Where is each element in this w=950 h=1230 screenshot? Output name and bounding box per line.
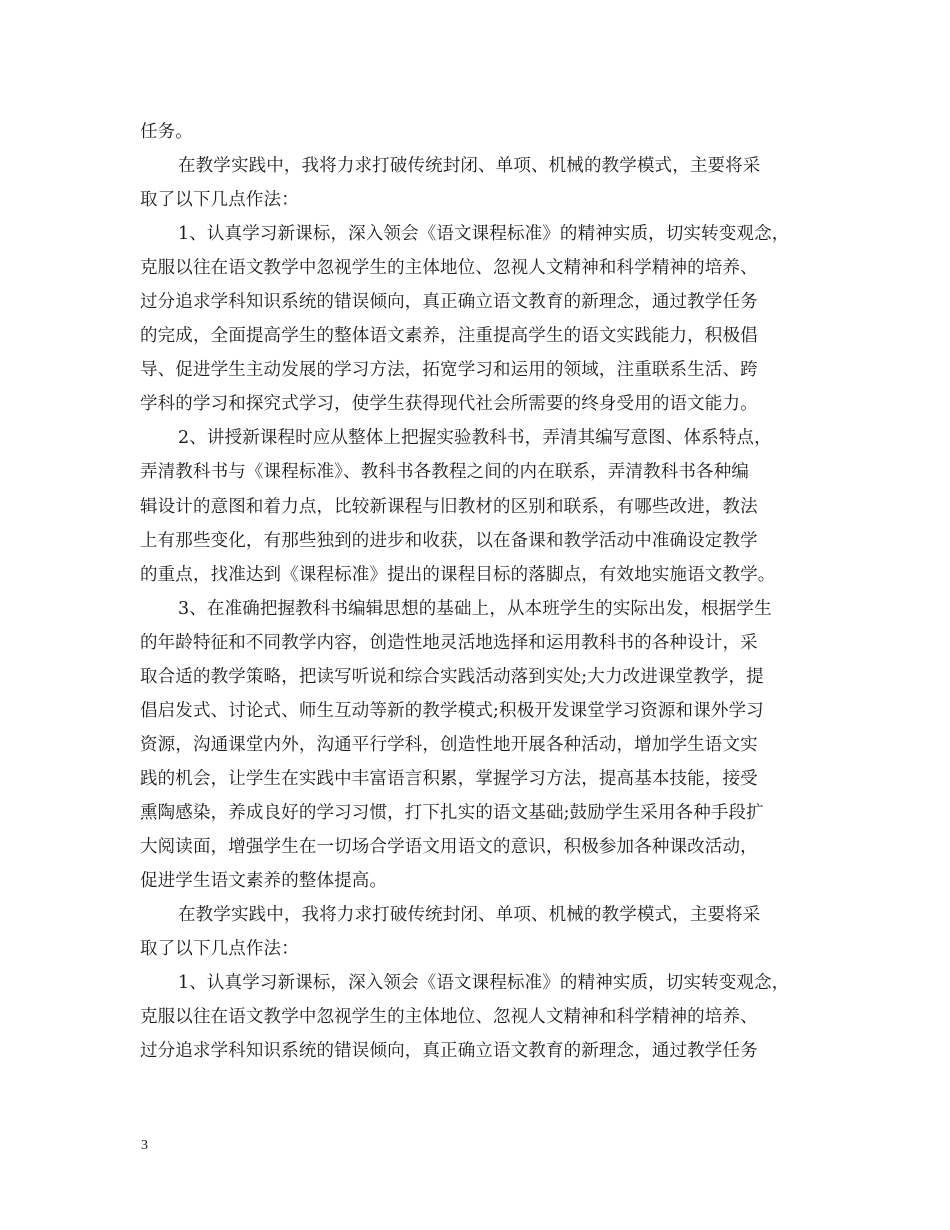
text-line: 在教学实践中，我将力求打破传统封闭、单项、机械的教学模式，主要将采 [178,156,761,177]
text-line: 的完成，全面提高学生的整体语文素养，注重提高学生的语文实践能力，积极倡 [140,326,758,347]
text-line: 促进学生语文素养的整体提高。 [140,871,388,892]
text-line: 导、促进学生主动发展的学习方法，拓宽学习和运用的领域，注重联系生活、跨 [140,360,758,381]
text-line: 克服以往在语文教学中忽视学生的主体地位、忽视人文精神和科学精神的培养、 [140,1007,758,1028]
text-line: 过分追求学科知识系统的错误倾向，真正确立语文教育的新理念，通过教学任务 [140,292,758,313]
text-line: 任务。 [140,122,193,142]
body-text [140,115,820,1068]
text-line: 大阅读面，增强学生在一切场合学语文用语文的意识，积极参加各种课改活动， [140,836,758,857]
page-number: 3 [141,1138,148,1153]
text-line: 取了以下几点作法： [140,939,299,960]
text-line: 2、讲授新课程时应从整体上把握实验教科书，弄清其编写意图、体系特点， [178,428,772,449]
text-line: 资源，沟通课堂内外，沟通平行学科，创造性地开展各种活动，增加学生语文实 [140,734,758,755]
text-line: 的年龄特征和不同教学内容，创造性地灵活地选择和运用教科书的各种设计，采 [140,632,758,653]
text-line: 1、认真学习新课标，深入领会《语文课程标准》的精神实质，切实转变观念， [178,973,790,994]
text-line: 弄清教科书与《课程标准》、教科书各教程之间的内在联系，弄清教科书各种编 [140,462,749,483]
text-line: 克服以往在语文教学中忽视学生的主体地位、忽视人文精神和科学精神的培养、 [140,258,758,279]
text-line: 1、认真学习新课标，深入领会《语文课程标准》的精神实质，切实转变观念， [178,224,790,245]
text-line: 的重点，找准达到《课程标准》提出的课程目标的落脚点，有效地实施语文教学。 [140,564,776,585]
text-line: 3、在准确把握教科书编辑思想的基础上，从本班学生的实际出发，根据学生 [178,598,772,619]
text-line: 过分追求学科知识系统的错误倾向，真正确立语文教育的新理念，通过教学任务 [140,1041,758,1062]
text-line: 辑设计的意图和着力点，比较新课程与旧教材的区别和联系，有哪些改进，教法 [140,496,758,517]
text-line: 取了以下几点作法： [140,190,299,211]
text-line: 倡启发式、讨论式、师生互动等新的教学模式;积极开发课堂学习资源和课外学习 [140,700,764,721]
text-line: 在教学实践中，我将力求打破传统封闭、单项、机械的教学模式，主要将采 [178,905,761,926]
text-line: 上有那些变化，有那些独到的进步和收获，以在备课和教学活动中准确设定教学 [140,530,758,551]
text-line: 践的机会，让学生在实践中丰富语言积累，掌握学习方法，提高基本技能，接受 [140,768,758,789]
text-line: 熏陶感染，养成良好的学习习惯，打下扎实的语文基础;鼓励学生采用各种手段扩 [140,802,764,823]
text-line: 取合适的教学策略，把读写听说和综合实践活动落到实处;大力改进课堂教学，提 [140,666,764,687]
text-line: 学科的学习和探究式学习，使学生获得现代社会所需要的终身受用的语文能力。 [140,394,758,415]
